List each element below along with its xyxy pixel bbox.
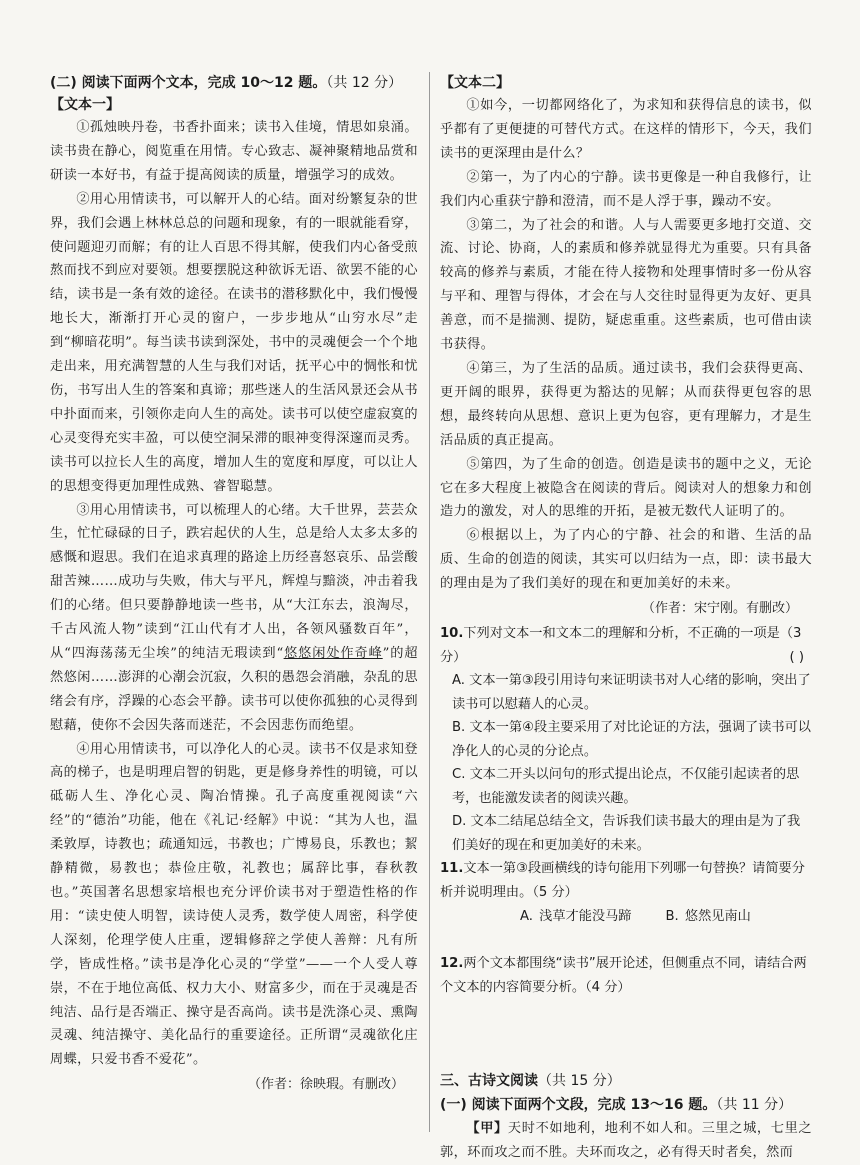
text2-paragraph-3: ③第二，为了社会的和谐。人与人需要更多地打交道、交流、讨论、协商，人的素质和修养就显得尤为重要。只有具备较高的修养与素质，才能在待人接物和处理事情时多一份从容与平和、理智与得体，才会在与人交往时显得更为友好、更具善意，而不是揣测、提防，疑虑重重。这些素质，也可借由读书获得。 xyxy=(440,217,812,353)
question-10: 10.下列对文本一和文本二的理解和分析，不正确的一项是（3 分） ( ) xyxy=(440,622,812,669)
passage-jia-label: 【甲】 xyxy=(466,1121,508,1137)
text2-paragraph-6: ⑥根据以上，为了内心的宁静、社会的和谐、生活的品质、生命的创造的阅读，其实可以归结为一点，即：读书最大的理由是为了我们美好的现在和更加美好的未来。 xyxy=(440,528,812,592)
text1-paragraph-2: ②用心用情读书，可以解开人的心结。面对纷繁复杂的世界，我们会遇上林林总总的问题和现象，有的一眼就能看穿，使问题迎刃而解；有的让人百思不得其解，使我们内心备受煎熬而找不到应对要领。想要摆脱这种欲诉无语、欲罢不能的心结，读书是一条有效的途径。在读书的潜移默化中，我们慢慢地长大，渐渐打开心灵的窗户，一步步地从“山穷水尽”走到“柳暗花明”。每当读书读到深处，书中的灵魂便会一个个地走出来，用充满智慧的人生与我们对话，抚平心中的惆怅和忧伤，书写出人生的答案和真谛；那些迷人的生活风景还会从书中扑面而来，引领你走向人生的高处。读书可以使空虚寂寞的心灵变得充实丰盈，可以使空洞呆滞的眼神变得深邃而灵秀。读书可以拉长人生的高度，增加人生的宽度和厚度，可以让人的思想变得更加理性成熟、睿智聪慧。 xyxy=(50,191,418,494)
underlined-poem-line: 悠悠闲处作奇峰 xyxy=(283,645,383,661)
text2-source: （作者：宋宁刚。有删改） xyxy=(641,601,798,617)
question-11: 11.文本一第③段画横线的诗句能用下列哪一句替换？请简要分析并说明理由。（5 分） xyxy=(440,861,805,900)
question-10-option-a: A. 文本一第③段引用诗句来证明读书对人心绪的影响，突出了读书可以慰藉人的心灵。 xyxy=(452,673,811,712)
question-10-option-c: C. 文本二开头以问句的形式提出论点，不仅能引起读者的思考，也能激发读者的阅读兴趣。 xyxy=(452,767,800,806)
section-3-title: 三、古诗文阅读（共 15 分） xyxy=(440,1073,621,1090)
answer-space-11 xyxy=(440,930,812,952)
left-column xyxy=(50,72,418,1098)
text1-source: （作者：徐映瑕。有删改） xyxy=(247,1077,404,1093)
reading-heading: (二) 阅读下面两个文本，完成 10～12 题。（共 12 分） xyxy=(50,75,403,91)
text2-label: 【文本二】 xyxy=(440,75,510,91)
text2-paragraph-5: ⑤第四，为了生命的创造。创造是读书的题中之义，无论它在多大程度上被隐含在阅读的背后。阅读对人的想象力和创造力的激发，对人的思维的开拓，是被无数代人证明了的。 xyxy=(440,456,812,520)
right-column xyxy=(440,72,812,1165)
text1-paragraph-3: ③用心用情读书，可以梳理人的心绪。大千世界，芸芸众生，忙忙碌碌的日子，跌宕起伏的人生，总是给人太多太多的感慨和遐思。我们在追求真理的路途上历经喜怒哀乐、品尝酸甜苦辣……成功与失败，伟大与平凡，辉煌与黯淡，冲击着我们的心绪。但只要静静地读一些书，从“大江东去，浪淘尽，千古风流人物”读到“江山代有才人出，各领风骚数百年”，从“四海荡荡无尘埃”的纯洁无瑕读到“悠悠闲处作奇峰”的超然悠闲……澎湃的心潮会沉寂，久积的愚怨会消融，杂乱的思绪会有序，浮躁的心态会平静。读书可以使你孤独的心灵得到慰藉，使你不会因失落而迷茫，不会因悲伤而绝望。 xyxy=(50,502,418,733)
answer-space-12 xyxy=(440,999,812,1069)
question-10-option-d: D. 文本二结尾总结全文，告诉我们读书最大的理由是为了我们美好的现在和更加美好的未来。 xyxy=(452,814,801,853)
answer-bracket[interactable]: ( ) xyxy=(789,649,804,665)
section-3-subheading: (一) 阅读下面两个文段，完成 13～16 题。（共 11 分） xyxy=(440,1097,793,1114)
text2-paragraph-1: ①如今，一切都网络化了，为求知和获得信息的读书，似乎都有了更便捷的可替代方式。在这样的情形下，今天，我们读书的更深理由是什么？ xyxy=(440,98,812,161)
text2-paragraph-2: ②第一，为了内心的宁静。读书更像是一种自我修行，让我们内心重获宁静和澄清，而不是人浮于事，躁动不安。 xyxy=(440,169,812,209)
choice-a: A. 浅草才能没马蹄 xyxy=(520,909,632,925)
text1-paragraph-4: ④用心用情读书，可以净化人的心灵。读书不仅是求知登高的梯子，也是明理启智的钥匙，更是修身养性的明镜，可以砥砺人生、净化心灵、陶冶情操。孔子高度重视阅读“六经”的“德治”功能，他在《礼记·经解》中说：“其为人也，温柔敦厚，诗教也；疏通知远，书教也；广博易良，乐教也；絜静精微，易教也；恭俭庄敬，礼教也；属辞比事，春秋教也。”英国著名思想家培根也充分评价读书对于塑造性格的作用：“读史使人明智，读诗使人灵秀，数学使人周密，科学使人深刻，伦理学使人庄重，逻辑修辞之学使人善辩：凡有所学，皆成性格。”读书是净化心灵的“学堂”——一个人受人尊崇，不在于地位高低、权力大小、财富多少，而在于灵魂是否纯洁、品行是否端正、操守是否高尚。读书是洗涤心灵、熏陶灵魂、纯洁操守、美化品行的重要途径。正所谓“灵魂欲化庄周蝶，只爱书香不爱花”。 xyxy=(50,741,418,1068)
question-12: 12.两个文本都围绕“读书”展开论述，但侧重点不同，请结合两个文本的内容简要分析。（4 分） xyxy=(440,956,807,995)
text2-paragraph-4: ④第三，为了生活的品质。通过读书，我们会获得更高、更开阔的眼界，获得更为豁达的见解；从而获得更包容的思想，最终转向从思想、意识上更为包容，更有理解力，才是生活品质的真正提高。 xyxy=(440,360,812,448)
question-11-choices xyxy=(440,904,812,930)
column-divider xyxy=(429,72,430,1132)
question-10-option-b: B. 文本一第④段主要采用了对比论证的方法，强调了读书可以净化人的心灵的分论点。 xyxy=(452,720,811,759)
passage-jia: 【甲】天时不如地利，地利不如人和。三里之城，七里之郭，环而攻之而不胜。夫环而攻之，必有得天时者矣，然而 xyxy=(440,1121,812,1160)
choice-b: B. 悠然见南山 xyxy=(665,909,751,925)
text1-label: 【文本一】 xyxy=(50,97,120,113)
text1-paragraph-1: ①孤烛映丹卷，书香扑面来；读书入佳境，情思如泉涌。读书贵在静心，阅览重在用情。专心致志、凝神聚精地品赏和研读一本好书，有益于提高阅读的质量，增强学习的成效。 xyxy=(50,120,418,183)
